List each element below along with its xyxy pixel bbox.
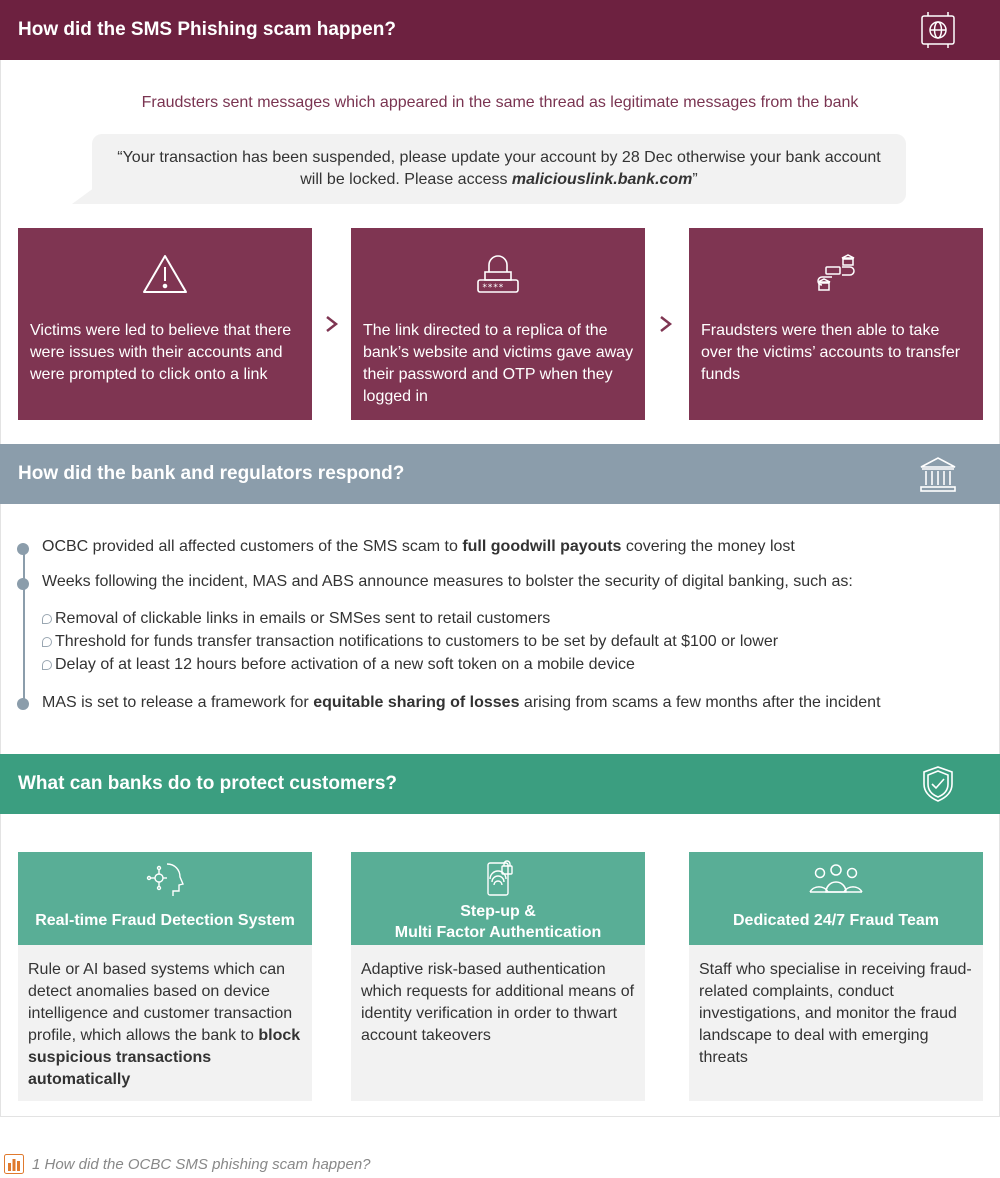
response-bullet-3 xyxy=(42,694,881,712)
pillar-body xyxy=(18,945,312,1101)
chevron-right-icon xyxy=(324,314,340,334)
scam-intro: Fraudsters sent messages which appeared in the same thread as legitimate messages from the bank xyxy=(141,94,859,111)
section-header-response xyxy=(0,444,1000,504)
leaf-bullet-icon xyxy=(42,614,52,624)
scam-step-2 xyxy=(351,228,645,420)
measure-text: Threshold for funds transfer transaction notifications to customers to be set by default at $100 or lower xyxy=(55,633,779,650)
bullet-text: covering the money lost xyxy=(621,538,795,555)
step-text: Victims were led to believe that there were issues with their accounts and were prompted to click onto a link xyxy=(30,322,292,383)
malicious-link-text: maliciouslink.bank.com xyxy=(511,171,693,188)
leaf-bullet-icon xyxy=(42,637,52,647)
section-header-protect xyxy=(0,754,1000,814)
warning-icon xyxy=(141,252,189,296)
section-title: What can banks do to protect customers? xyxy=(18,773,397,794)
step-text: The link directed to a replica of the bank’s website and victims gave away their password and OTP when they logged in xyxy=(363,322,634,405)
bullet-text: OCBC provided all affected customers of the SMS scam to xyxy=(42,538,463,555)
timeline-dot xyxy=(17,698,29,710)
bullet-bold-text: full goodwill payouts xyxy=(462,538,622,555)
scam-step-3 xyxy=(689,228,983,420)
pillar-body xyxy=(689,945,983,1101)
pillar-title: Real-time Fraud Detection System xyxy=(35,912,295,929)
sms-quote-bubble xyxy=(92,134,906,204)
response-bullet-1 xyxy=(42,538,795,556)
measure-text: Delay of at least 12 hours before activation of a new soft token on a mobile device xyxy=(55,656,635,673)
globe-device-icon xyxy=(918,10,958,50)
quote-close: ” xyxy=(692,171,698,188)
pillar-header-mfa xyxy=(351,852,645,945)
pillar-body-text: Rule or AI based systems which can detect anomalies based on device intelligence and customer transaction profile, which allows the bank to xyxy=(28,961,293,1044)
timeline-dot xyxy=(17,578,29,590)
team-icon xyxy=(806,860,866,898)
response-bullet-2: Weeks following the incident, MAS and ABS announce measures to bolster the security of digital banking, such as: xyxy=(42,573,853,590)
leaf-bullet-icon xyxy=(42,660,52,670)
quote-line-1: “Your transaction has been suspended, please update your account by 28 Dec otherwise your bank account xyxy=(117,149,881,166)
shield-check-icon xyxy=(918,764,958,804)
svg-text:****_: ****_ xyxy=(482,283,510,293)
ai-head-icon xyxy=(145,860,185,898)
pillar-body-bold: block suspicious transactions automatically xyxy=(28,1027,301,1088)
scam-step-1 xyxy=(18,228,312,420)
bank-transfer-icon xyxy=(812,252,860,296)
section-title: How did the bank and regulators respond? xyxy=(18,463,405,484)
pillar-title-line-1: Step-up & xyxy=(460,903,536,920)
quote-prefix: will be locked. Please access xyxy=(300,171,512,188)
pillar-title: Dedicated 24/7 Fraud Team xyxy=(733,912,939,929)
bullet-bold-text: equitable sharing of losses xyxy=(313,694,520,711)
quote-line-2 xyxy=(92,169,906,191)
pillar-body-text: Adaptive risk-based authentication which requests for additional means of identity verification in order to thwart account takeovers xyxy=(361,961,635,1044)
timeline-dot xyxy=(17,543,29,555)
bank-building-icon xyxy=(918,454,958,494)
step-text: Fraudsters were then able to take over the victims’ accounts to transfer funds xyxy=(701,322,961,383)
pillar-title-line-2: Multi Factor Authentication xyxy=(394,924,602,941)
measure-item xyxy=(42,633,778,651)
bullet-text: MAS is set to release a framework for xyxy=(42,694,314,711)
caption-text: 1 How did the OCBC SMS phishing scam happen? xyxy=(32,1155,371,1173)
figure-caption xyxy=(4,1154,371,1174)
response-timeline xyxy=(23,548,25,704)
measure-text: Removal of clickable links in emails or SMSes sent to retail customers xyxy=(55,610,551,627)
chevron-right-icon xyxy=(658,314,674,334)
fingerprint-phone-icon xyxy=(478,860,518,898)
measure-item xyxy=(42,610,550,628)
pillar-body-text: Staff who specialise in receiving fraud-related complaints, conduct investigations, and monitor the fraud landscape to deal with emerging threats xyxy=(699,961,972,1066)
pillar-header-fraud-team xyxy=(689,852,983,945)
bullet-text: arising from scams a few months after the incident xyxy=(519,694,881,711)
pillar-header-fraud-detection xyxy=(18,852,312,945)
password-lock-icon xyxy=(474,252,522,296)
pillar-body xyxy=(351,945,645,1101)
measure-item xyxy=(42,656,635,674)
bar-chart-icon xyxy=(4,1154,24,1174)
section-title: How did the SMS Phishing scam happen? xyxy=(18,19,396,40)
section-header-scam xyxy=(0,0,1000,60)
